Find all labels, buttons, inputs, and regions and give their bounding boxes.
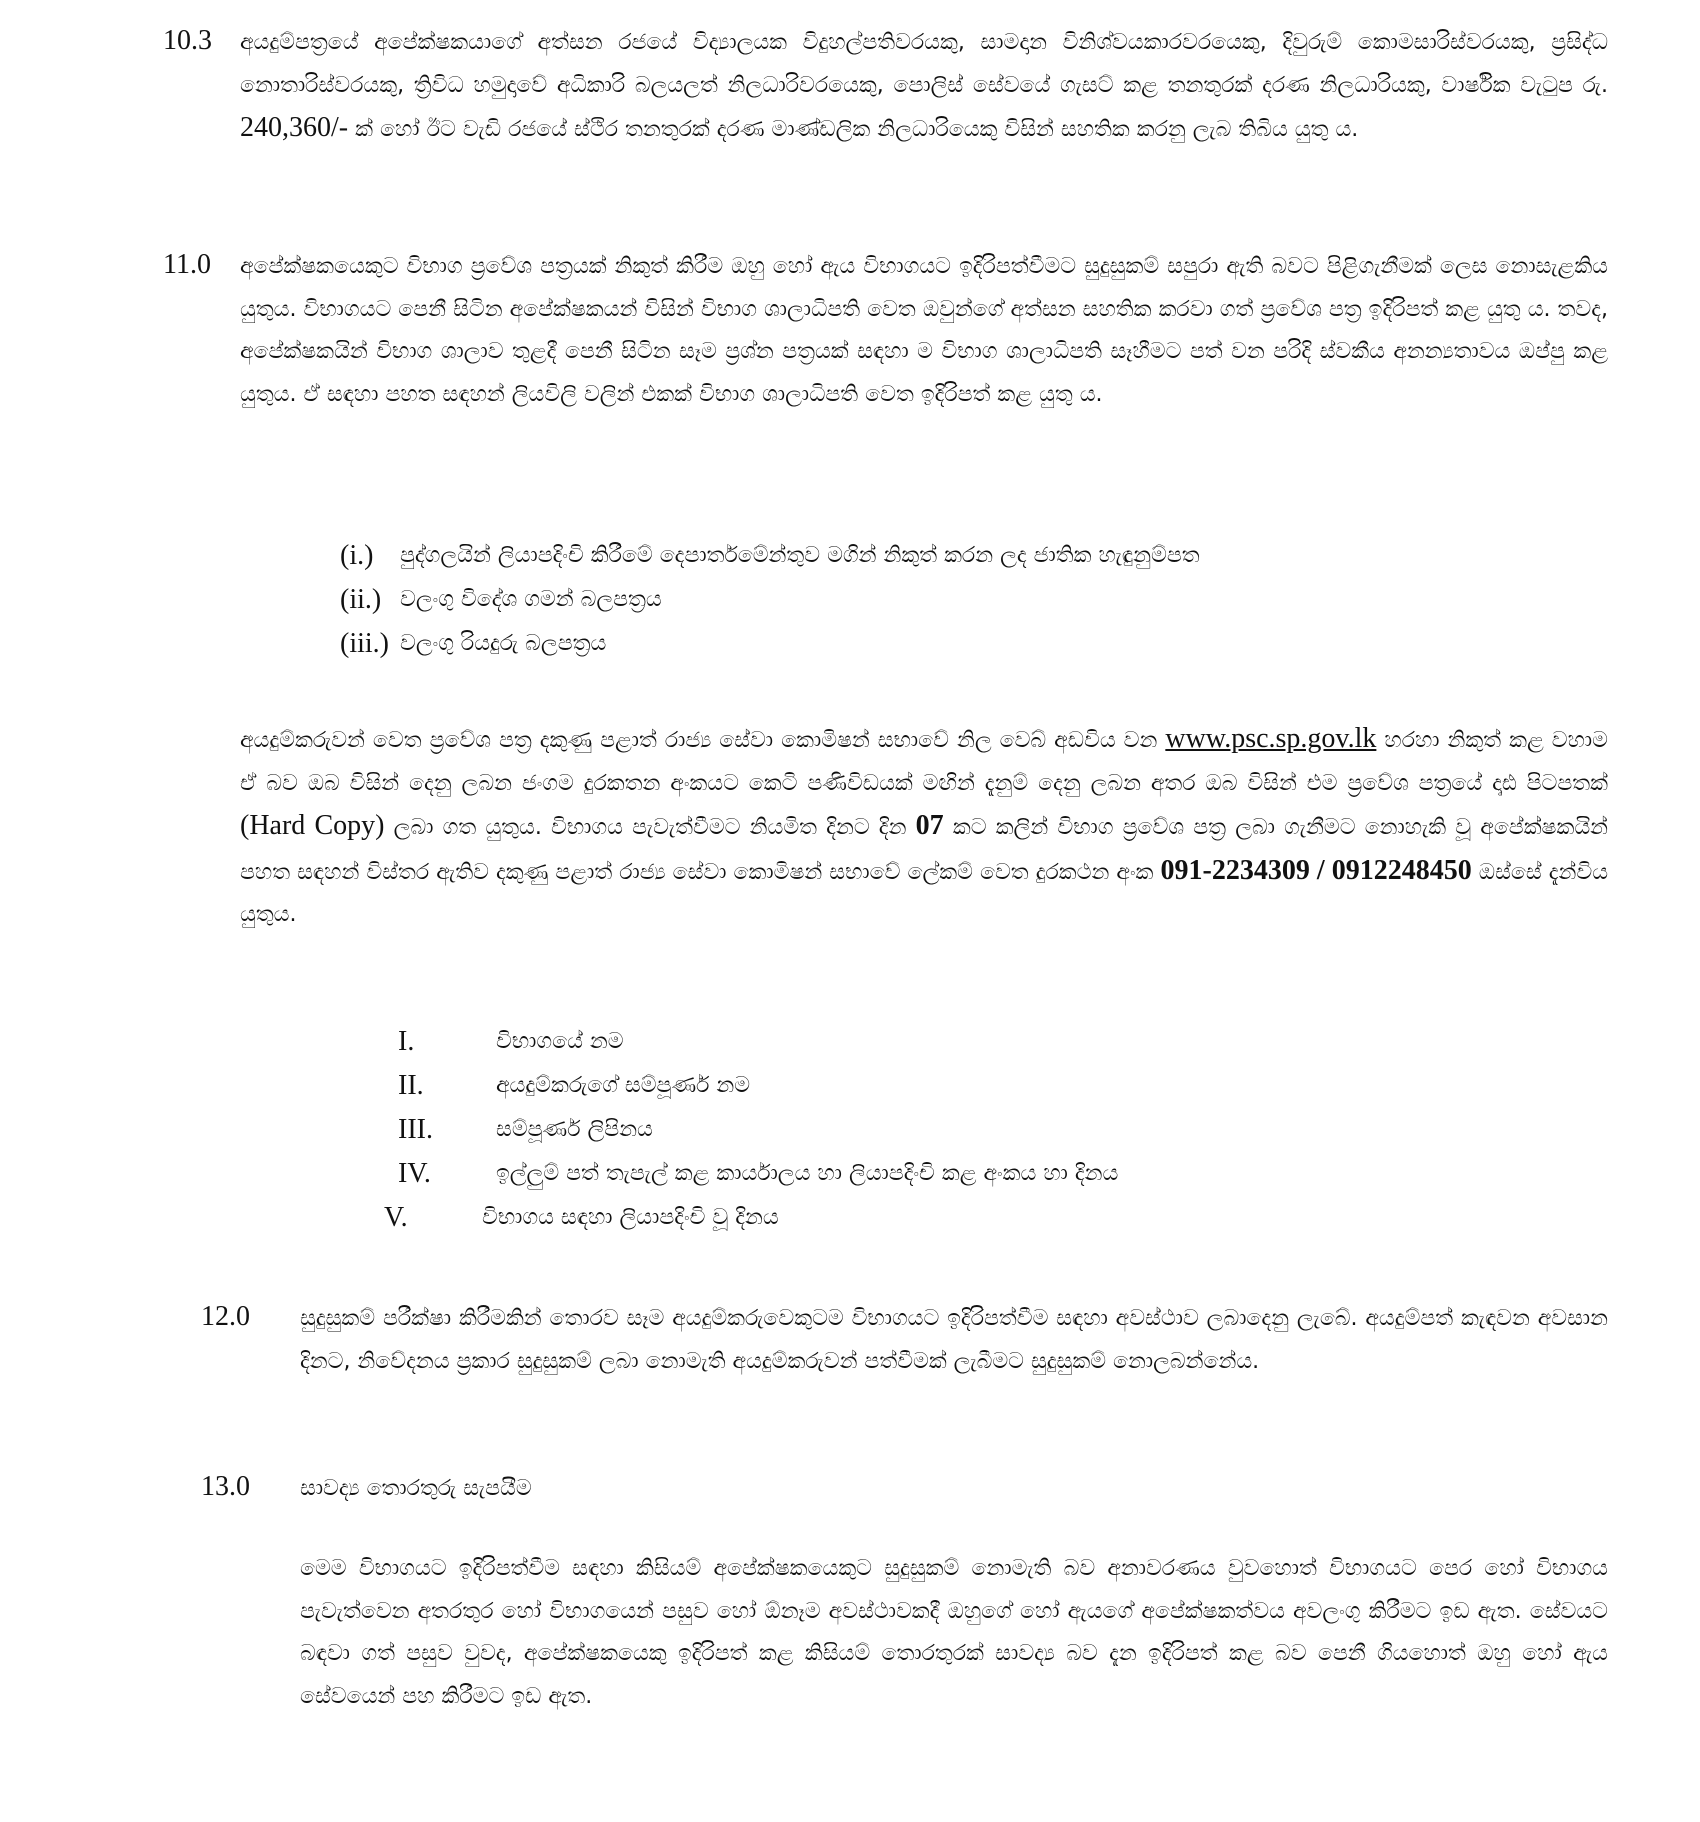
list-item (390, 1064, 1590, 1108)
list-marker: II. (398, 1070, 424, 1101)
list-marker: (i.) (340, 540, 374, 571)
list-item (390, 1020, 1590, 1064)
list-item (340, 622, 1600, 666)
phone-numbers: 091-2234309 / 0912248450 (1160, 854, 1472, 886)
admission-text-5: ඔස්සේ දැන්විය යුතුය. (240, 859, 1609, 927)
section-10-3-text: අයදුම්පත්‍රයේ අපේක්ෂකයාගේ අත්සන රජයේ විද්‍යාලයක විදුහල්පතිවරයකු, සාමදාන විනිශ්වයකාරවරයෙකු, දිවුරුම් කොමසාරිස්වරයකු, ප්‍රසිද්ධ නොතාරිස්වරයකු, ත්‍රිවිධ හමුදාවේ අධිකාරි බලයලත් නිලධාරිවරයෙකු, පොලිස් සේවයේ ගැසට් කළ තනතුරක් දරණ නිලධාරියකු, වාර්ෂික වැටුප රු. (240, 30, 1608, 98)
admission-text-4: කට කලින් විභාග ප්‍රවේශ පත්‍ර ලබා ගැනීමට නොහැකි වූ අපේක්ෂකයින් පහත සඳහන් විස්තර ඇතිව දකුණු පළාත් රාජ්‍ය සේවා කොමිෂන් සභාවේ ලේකම් වෙත දුරකථන අංක (240, 815, 1608, 885)
admission-card-paragraph (240, 718, 1608, 937)
list-item (340, 534, 1600, 578)
section-13-0-paragraph: මෙම විභාගයට ඉදිරිපත්වීම සඳහා කිසියම් අපේක්ෂකයෙකුට සුදුසුකම් නොමැති බව අනාවරණය වුවහොත් විභාගයට පෙර හෝ විභාගය පැවැත්වෙන අතරතුර හෝ විභාගයෙන් පසුව හෝ ඕනෑම අවස්ථාවකදී ඔහුගේ හෝ ඇයගේ අපේක්ෂකත්වය අවලංගු කිරීමට ඉඩ ඇත. සේවයට බඳවා ගත් පසුව වුවද, අපේක්ෂකයෙකු ඉදිරිපත් කළ කිසියම් තොරතුරක් සාවද්‍ය බව දැන ඉදිරිපත් කළ බව පෙනී ගියහොත් ඔහු හෝ ඇය සේවයෙන් පහ කිරීමට ඉඩ ඇත. (300, 1556, 1608, 1709)
salary-amount: 240,360/- (240, 112, 349, 143)
list-item-text: පුද්ගලයින් ලියාපදිංචි කිරීමේ දෙපාර්තමේන්තුව මගින් නිකුත් කරන ලද ජාතික හැඳුනුම්පත (400, 543, 1200, 568)
section-number-11-0: 11.0 (163, 249, 211, 280)
list-item-text: වලංගු රියදුරු බලපත්‍රය (400, 631, 607, 656)
section-number-13-0: 13.0 (201, 1471, 250, 1502)
list-marker: III. (398, 1114, 433, 1145)
list-item (340, 578, 1600, 622)
list-item-text: අයදුම්කරුගේ සම්පූර්ණ නම (496, 1073, 751, 1098)
list-marker: (ii.) (340, 584, 382, 615)
section-10-3-text-after: ක් හෝ ඊට වැඩි රජයේ ස්ථිර තනතුරක් දරණ මාණ්ඩලික නිලධාරියෙකු විසින් සහතික කරනු ලැබ තිබිය යුතු ය. (355, 117, 1359, 142)
admission-text-1: අයදුම්කරුවන් වෙත ප්‍රවේශ පත්‍ර දකුණු පළාත් රාජ්‍ය සේවා කොමිෂන් සභාවේ නිල වෙබ් අඩවිය වන (240, 728, 1158, 753)
section-11-0-paragraph: අපේක්ෂකයෙකුට විභාග ප්‍රවේශ පත්‍රයක් නිකුත් කිරීම ඔහු හෝ ඇය විභාගයට ඉදිරිපත්වීමට සුදුසුකම් සපුරා ඇති බවට පිළිගැනීමක් ලෙස නොසැළකිය යුතුය. විභාගයට පෙනී සිටින අපේක්ෂකයන් විසින් විභාග ශාලාධිපති වෙත ඔවුන්ගේ අත්සන සහතික කරවා ගත් ප්‍රවේශ පත්‍ර ඉදිරිපත් කළ යුතු ය. තවද, අපේක්ෂකයින් විභාග ශාලාව තුළදී පෙනී සිටින සෑම ප්‍රශ්න පත්‍රයක් සඳහා ම විභාග ශාලාධිපති සෑහීමට පත් වන පරිදි ස්වකීය අනන්‍යතාවය ඔප්පු කළ යුතුය. ඒ සඳහා පහත සඳහන් ලියවිලි වලින් එකක් විභාග ශාලාධිපති වෙත ඉදිරිපත් කළ යුතු ය. (240, 254, 1608, 407)
list-item (384, 1196, 1590, 1240)
list-item-text: විභාගයේ නම (496, 1029, 624, 1054)
list-item (390, 1152, 1590, 1196)
section-13-0-heading: සාවද්‍ය තොරතුරු සැපයීම (300, 1476, 532, 1501)
section-number-10-3: 10.3 (163, 25, 212, 56)
list-marker: I. (398, 1026, 415, 1057)
list-item-text: ඉල්ලුම් පත් තැපැල් කළ කාර්යාලය හා ලියාපදිංචි කළ අංකය හා දිනය (496, 1161, 1119, 1186)
list-marker: V. (384, 1202, 408, 1233)
hard-copy-label: (Hard Copy) (240, 810, 385, 841)
id-documents-list (340, 534, 1600, 666)
psc-website-link[interactable]: www.psc.sp.gov.lk (1165, 723, 1377, 754)
admission-text-2: හරහා නිකුත් කළ වහාම ඒ බව ඔබ විසින් දෙනු ලබන ජංගම දුරකතන අංකයට කෙටි පණිවිඩයක් මඟින් දැනුම් දෙනු ලබන අතර ඔබ විසින් එම ප්‍රවේශ පත්‍රයේ දෘඪ පිටපතක් (240, 728, 1608, 796)
required-details-list (384, 1020, 1590, 1240)
list-item-text: විභාගය සඳහා ලියාපදිංචි වූ දිනය (482, 1205, 779, 1230)
list-item-text: වලංගු විදේශ ගමන් බලපත්‍රය (400, 587, 662, 612)
admission-text-3: ලබා ගත යුතුය. විභාගය පැවැත්වීමට නියමිත දිනට දින (393, 815, 907, 840)
list-marker: IV. (398, 1158, 431, 1189)
list-item-text: සම්පූර්ණ ලිපිනය (496, 1117, 653, 1142)
section-number-12-0: 12.0 (201, 1301, 250, 1332)
list-marker: (iii.) (340, 628, 389, 659)
section-10-3-paragraph (240, 22, 1608, 152)
list-item (390, 1108, 1590, 1152)
days-count: 07 (915, 810, 944, 841)
section-12-0-paragraph: සුදුසුකම් පරීක්ෂා කිරීමකින් තොරව සෑම අයදුම්කරුවෙකුටම විභාගයට ඉදිරිපත්වීම සඳහා අවස්ථාව ලබාදෙනු ලැබේ. අයදුම්පත් කැඳවන අවසාන දිනට, නිවේදනය ප්‍රකාර සුදුසුකම් ලබා නොමැති අයදුම්කරුවන් පත්වීමක් ලැබීමට සුදුසුකම් නොලබන්නේය. (300, 1306, 1608, 1374)
